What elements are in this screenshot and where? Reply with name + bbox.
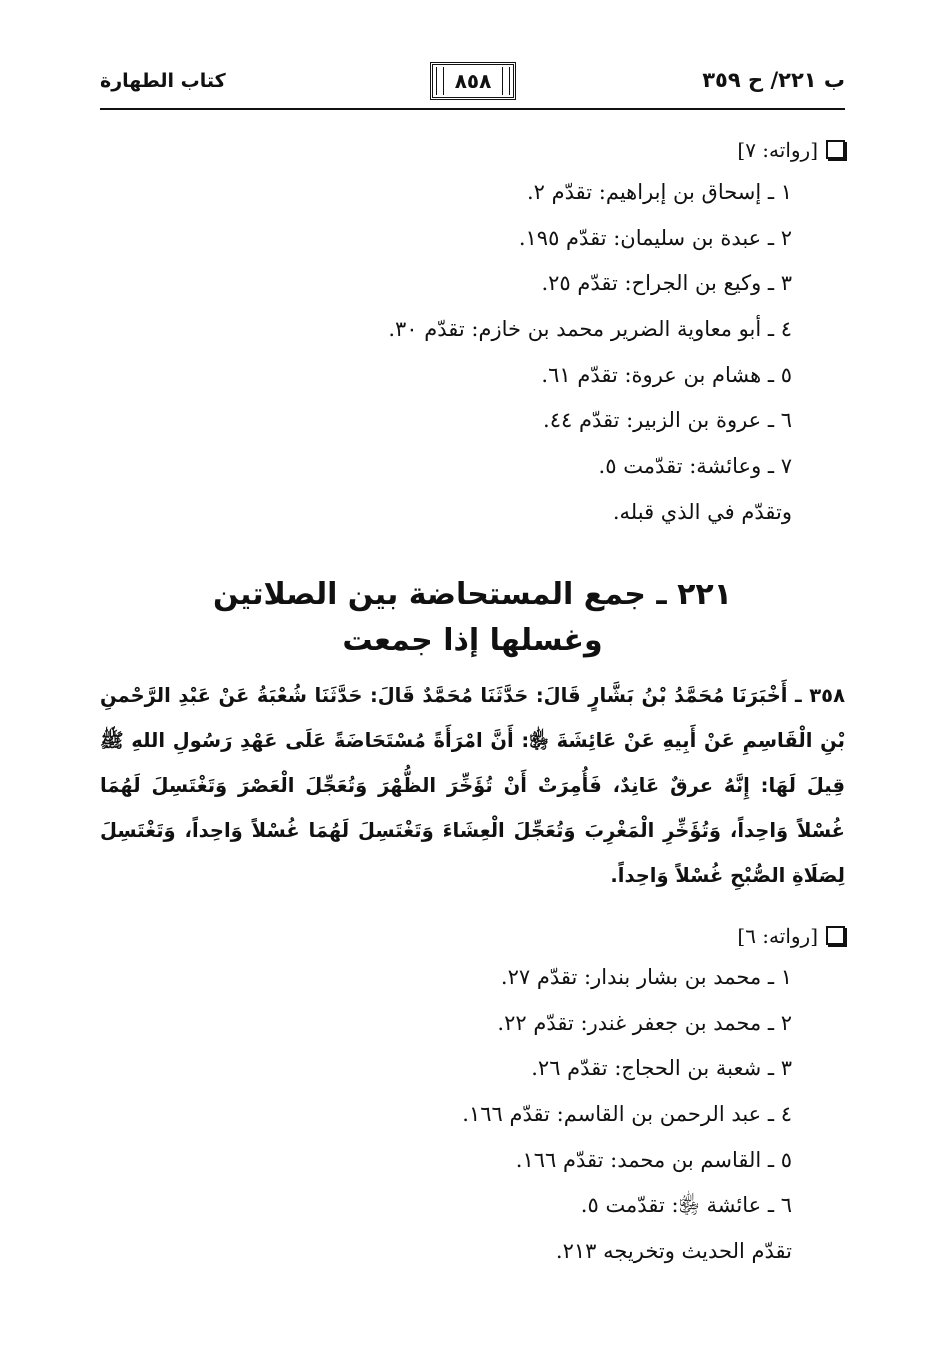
header-divider: [100, 108, 845, 110]
narrators-heading-2: [737, 924, 845, 948]
book-title: كتاب الطهارة: [100, 70, 226, 92]
list-item: ١ ـ إسحاق بن إبراهيم: تقدّم ٢.: [526, 180, 792, 204]
narrators-list-1: [388, 170, 792, 536]
page-number-frame: [430, 62, 516, 100]
page-number: ٨٥٨: [454, 69, 492, 93]
list-item: ٥ ـ القاسم بن محمد: تقدّم ١٦٦.: [515, 1147, 792, 1172]
list-item: ٦ ـ عروة بن الزبير: تقدّم ٤٤.: [543, 408, 792, 433]
list-item: ٣ ـ وكيع بن الجراح: تقدّم ٢٥.: [541, 271, 792, 296]
list-item: ٦ ـ عائشة ﵂: تقدّمت ٥.: [580, 1193, 792, 1218]
list-item: ٤ ـ أبو معاوية الضرير محمد بن خازم: تقدّم ٣٠.: [388, 317, 792, 342]
list-item: ٤ ـ عبد الرحمن بن القاسم: تقدّم ١٦٦.: [462, 1102, 792, 1127]
chapter-title: [100, 572, 845, 664]
section-note: تقدّم الحديث وتخريجه ٢١٣.: [555, 1239, 792, 1264]
narrators-heading-1: [737, 138, 845, 162]
hadith-text: ٣٥٨ ـ أَخْبَرَنَا مُحَمَّدُ بْنُ بَشَّارٍ قَالَ: حَدَّثَنَا مُحَمَّدٌ قَالَ: حَدَّثَنَا شُعْبَةُ عَنْ عَبْدِ الرَّحْمنِ بْنِ الْقَاسِمِ عَنْ أَبِيهِ عَنْ عَائِشَةَ ﵂: أَنَّ امْرَأَةً مُسْتَحَاضَةً عَلَى عَهْدِ رَسُولِ اللهِ ﷺ قِيلَ لَهَا: إِنَّهُ عرقٌ عَانِدٌ، فَأُمِرَتْ أَنْ تُؤَخِّرَ الظُّهْرَ وَتُعَجِّلَ الْعَصْرَ وَتَغْتَسِلَ لَهُمَا غُسْلاً وَاحِداً، وَتُؤَخِّرِ الْمَغْرِبَ وَتُعَجِّلَ الْعِشَاءَ وَتَغْتَسِلَ لَهُمَا غُسْلاً وَاحِداً، وَتَغْتَسِلَ لِصَلَاةِ الصُّبْحِ غُسْلاً وَاحِداً.: [100, 684, 845, 887]
list-item: ٢ ـ عبدة بن سليمان: تقدّم ١٩٥.: [518, 225, 792, 250]
square-bullet-icon: [826, 926, 845, 945]
list-item: ١ ـ محمد بن بشار بندار: تقدّم ٢٧.: [500, 965, 792, 989]
list-item: ٣ ـ شعبة بن الحجاج: تقدّم ٢٦.: [531, 1056, 792, 1081]
list-item: ٢ ـ محمد بن جعفر غندر: تقدّم ٢٢.: [497, 1010, 792, 1035]
chapter-reference: ب ٢٢١/ ح ٣٥٩: [702, 68, 845, 92]
list-item: ٥ ـ هشام بن عروة: تقدّم ٦١.: [541, 362, 792, 387]
section-note: وتقدّم في الذي قبله.: [612, 499, 792, 524]
list-item: ٧ ـ وعائشة: تقدّمت ٥.: [598, 454, 792, 479]
chapter-title-line-1: ٢٢١ ـ جمع المستحاضة بين الصلاتين: [212, 577, 733, 612]
narrators-list-2: [462, 955, 792, 1275]
narrators-heading-label: [رواته: ٧]: [737, 138, 818, 162]
chapter-title-line-2: وغسلها إذا جمعت: [342, 623, 603, 658]
square-bullet-icon: [826, 140, 845, 159]
page-header: [100, 62, 845, 106]
narrators-heading-label: [رواته: ٦]: [737, 924, 818, 948]
